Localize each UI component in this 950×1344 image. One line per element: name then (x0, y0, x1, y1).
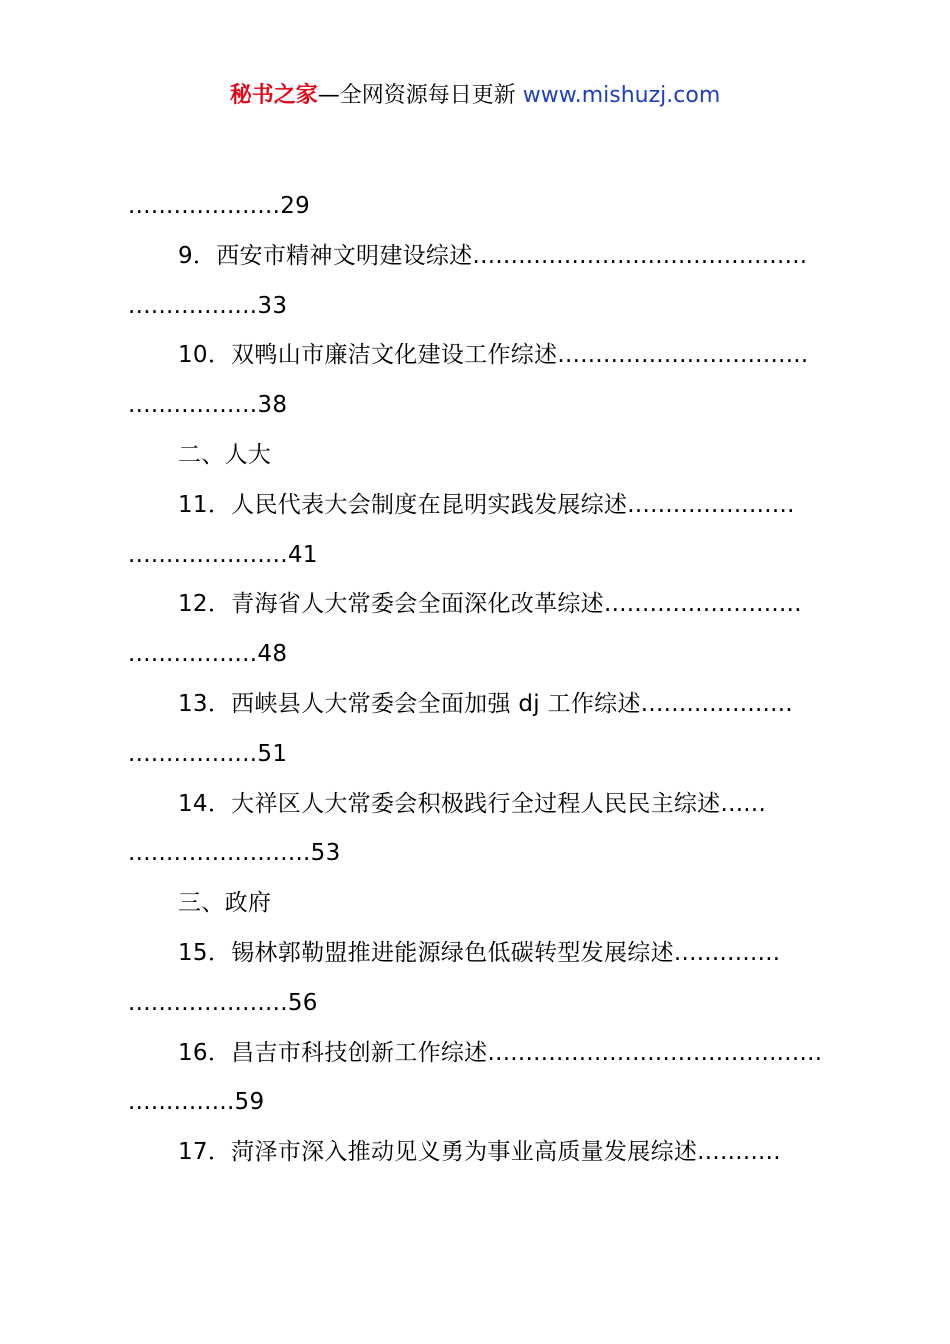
toc-page-continuation: ....................29 (128, 193, 311, 219)
toc-entry[interactable]: 17．菏泽市深入推动见义勇为事业高质量发展综述........... (178, 1139, 781, 1166)
header-tagline: —全网资源每日更新 (317, 83, 523, 108)
toc-page-continuation: .................51 (128, 740, 288, 767)
toc-entry[interactable]: 14．大祥区人大常委会积极践行全过程人民民主综述...... (178, 790, 767, 817)
toc-entry[interactable]: 16．昌吉市科技创新工作综述............................................ (178, 1039, 823, 1066)
toc-page-continuation: .....................41 (128, 541, 318, 568)
toc-entry[interactable]: 15．锡林郭勒盟推进能源绿色低碳转型发展综述.............. (178, 939, 781, 966)
toc-page-continuation: .................38 (128, 392, 288, 419)
toc-entry[interactable]: 10．双鸭山市廉洁文化建设工作综述................................. (178, 342, 809, 369)
header-url-link[interactable]: www.mishuzj.com (522, 83, 721, 108)
toc-entry[interactable]: 11．人民代表大会制度在昆明实践发展综述...................... (178, 491, 795, 518)
toc-entry[interactable]: 9．西安市精神文明建设综述............................................ (178, 242, 808, 269)
toc-section-heading: 二、人大 (178, 441, 272, 468)
toc-entry[interactable]: 13．西峡县人大常委会全面加强 dj 工作综述.................... (178, 690, 793, 717)
header-brand: 秘书之家 (229, 83, 318, 108)
toc-page-continuation: ..............59 (128, 1089, 265, 1116)
toc-page-continuation: .................33 (128, 292, 288, 319)
toc-entry[interactable]: 12．青海省人大常委会全面深化改革综述.......................... (178, 591, 802, 618)
page-header (0, 80, 950, 112)
toc-page-continuation: ........................53 (128, 840, 341, 867)
table-of-contents (128, 182, 832, 1178)
toc-page-continuation: .................48 (128, 641, 288, 668)
toc-page-continuation: .....................56 (128, 989, 318, 1016)
toc-section-heading: 三、政府 (178, 890, 272, 917)
